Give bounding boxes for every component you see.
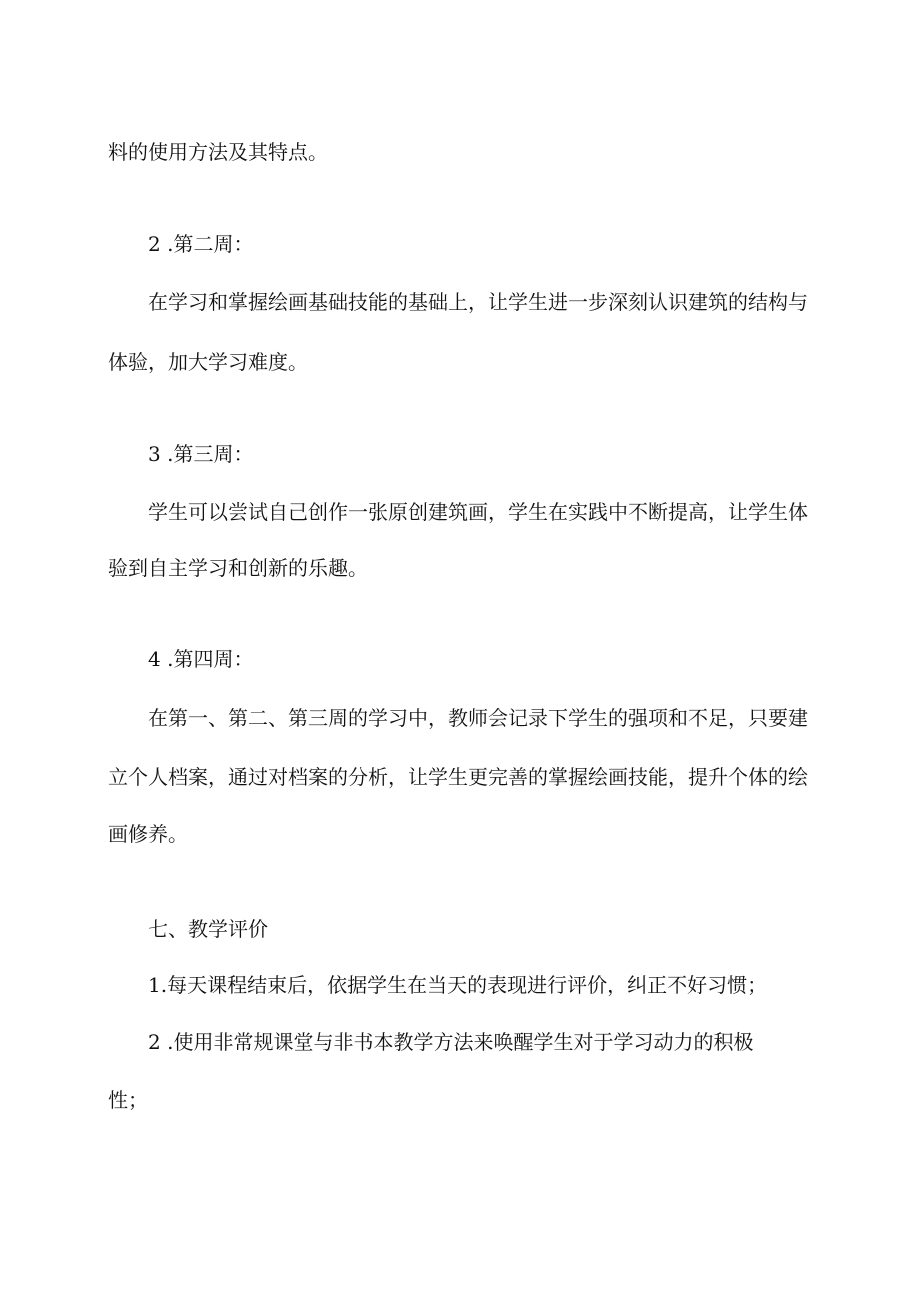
paragraph-line: 在学习和掌握绘画基础技能的基础上，让学生进一步深刻认识建筑的结构与 [148, 290, 808, 314]
paragraph-line: 1.每天课程结束后，依据学生在当天的表现进行评价，纠正不好习惯； [148, 973, 768, 997]
paragraph-line: 立个人档案，通过对档案的分析，让学生更完善的掌握绘画技能，提升个体的绘 [108, 765, 808, 789]
paragraph-line: 画修养。 [108, 822, 188, 846]
paragraph-line: 性； [108, 1088, 148, 1112]
paragraph-line: 料的使用方法及其特点。 [108, 140, 328, 164]
paragraph-line: 体验，加大学习难度。 [108, 350, 308, 374]
paragraph-line: 验到自主学习和创新的乐趣。 [108, 556, 368, 580]
paragraph-line: 在第一、第二、第三周的学习中，教师会记录下学生的强项和不足，只要建 [148, 706, 808, 730]
paragraph-line: 2 .使用非常规课堂与非书本教学方法来唤醒学生对于学习动力的积极 [148, 1030, 754, 1054]
week-heading: 4 .第四周： [148, 647, 254, 671]
section-heading: 七、教学评价 [148, 917, 268, 941]
week-heading: 2 .第二周： [148, 232, 254, 256]
paragraph-line: 学生可以尝试自己创作一张原创建筑画，学生在实践中不断提高，让学生体 [148, 500, 808, 524]
week-heading: 3 .第三周： [148, 442, 254, 466]
